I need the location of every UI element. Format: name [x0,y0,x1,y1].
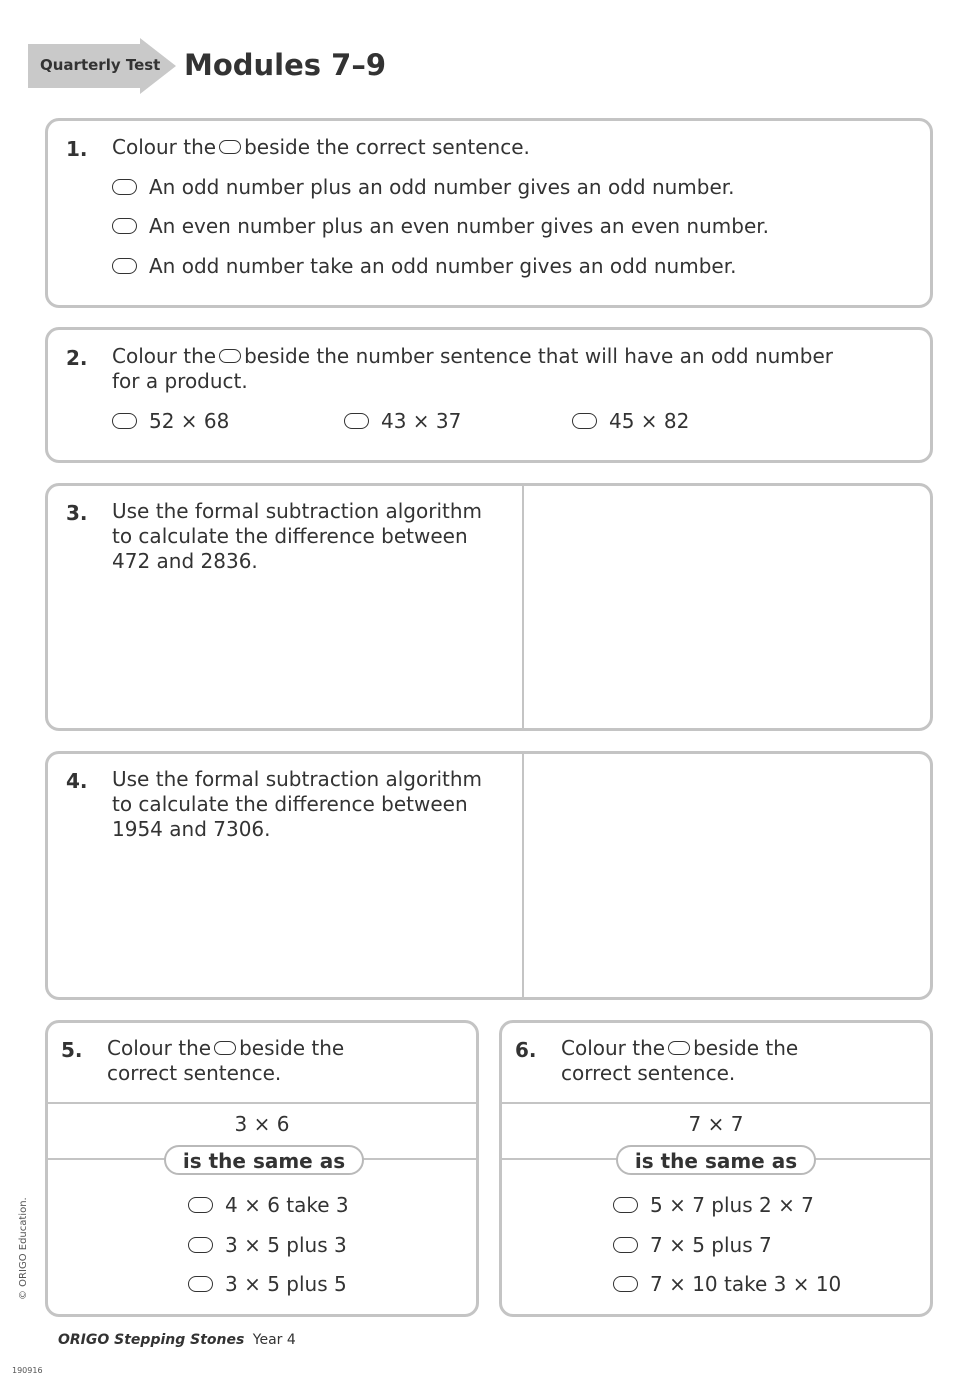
question-number: 1. [66,137,88,161]
answer-oval[interactable] [112,258,137,274]
answer-option[interactable]: 5 × 7 plus 2 × 7 [613,1193,814,1217]
answer-option[interactable]: 7 × 5 plus 7 [613,1233,772,1257]
answer-option[interactable]: 45 × 82 [572,409,689,433]
question-number: 4. [66,769,88,793]
section-divider [502,1102,930,1104]
answer-oval[interactable] [613,1197,638,1213]
copyright-notice: © ORIGO Education. [18,1197,29,1300]
answer-oval[interactable] [188,1237,213,1253]
question-1-box [45,118,933,308]
answer-option[interactable]: 3 × 5 plus 3 [188,1233,347,1257]
brand-name: ORIGO Stepping Stones [58,1332,245,1348]
answer-oval[interactable] [344,413,369,429]
question-3-box [45,483,933,731]
question-number: 2. [66,346,88,370]
tab-label: Quarterly Test [40,56,161,74]
question-number: 5. [61,1038,83,1062]
answer-oval[interactable] [572,413,597,429]
expression: 3 × 6 [234,1112,290,1136]
answer-oval[interactable] [112,218,137,234]
footer [58,1332,296,1348]
answer-oval[interactable] [613,1237,638,1253]
answer-oval[interactable] [112,179,137,195]
question-number: 6. [515,1038,537,1062]
answer-oval[interactable] [112,413,137,429]
oval-icon [219,349,241,363]
question-prompt: Use the formal subtraction algorithm to calculate the difference between 1954 and 7306. [112,767,482,841]
quarterly-test-tab [28,38,176,94]
question-number: 3. [66,501,88,525]
answer-option[interactable]: An odd number plus an odd number gives an odd number. [112,175,735,199]
answer-option[interactable]: 52 × 68 [112,409,229,433]
column-divider [522,754,524,997]
question-prompt: Colour the beside the correct sentence. [107,1036,345,1085]
answer-option[interactable]: An even number plus an even number gives an even number. [112,214,769,238]
answer-oval[interactable] [188,1276,213,1292]
answer-oval[interactable] [188,1197,213,1213]
answer-option[interactable]: 7 × 10 take 3 × 10 [613,1272,841,1296]
expression: 7 × 7 [688,1112,744,1136]
question-6-box [499,1020,933,1317]
oval-icon [668,1041,690,1055]
question-prompt: Colour the beside the correct sentence. [112,135,530,159]
answer-option[interactable]: An odd number take an odd number gives an odd number. [112,254,736,278]
question-4-box [45,751,933,1000]
answer-oval[interactable] [613,1276,638,1292]
document-code: 190916 [12,1366,43,1375]
oval-icon [214,1041,236,1055]
section-divider [48,1102,476,1104]
oval-icon [219,140,241,154]
question-prompt: Colour the beside the correct sentence. [561,1036,799,1085]
question-prompt: Colour the beside the number sentence that will have an odd number for a product. [112,344,834,393]
working-area[interactable] [525,486,930,728]
page-title: Modules 7–9 [184,48,387,82]
year-label: Year 4 [252,1332,296,1348]
working-area[interactable] [525,754,930,997]
question-2-box [45,327,933,463]
answer-option[interactable]: 43 × 37 [344,409,461,433]
answer-option[interactable]: 3 × 5 plus 5 [188,1272,347,1296]
column-divider [522,486,524,728]
answer-option[interactable]: 4 × 6 take 3 [188,1193,349,1217]
same-as-label: is the same as [616,1145,816,1175]
same-as-label: is the same as [164,1145,364,1175]
question-5-box [45,1020,479,1317]
question-prompt: Use the formal subtraction algorithm to calculate the difference between 472 and 2836. [112,499,482,573]
